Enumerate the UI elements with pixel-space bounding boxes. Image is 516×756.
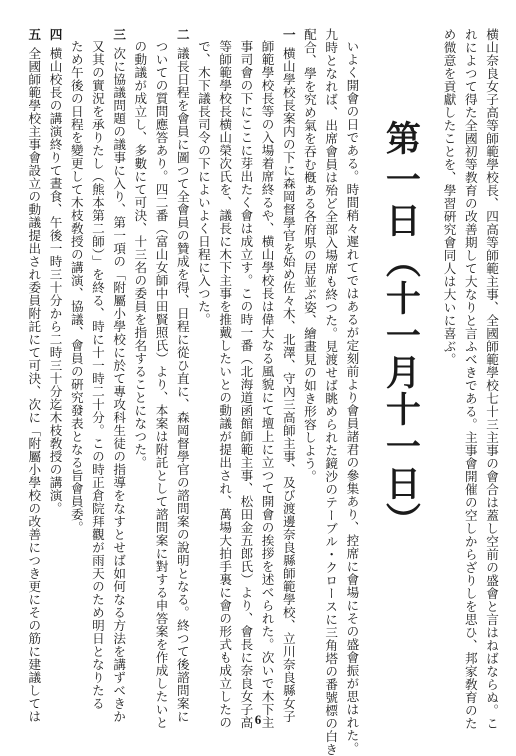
- item-number: 三: [111, 28, 127, 41]
- item-number: 一: [280, 28, 296, 41]
- item-text: 全國師範學校主事會設立の動議提出され委員附託にて可決、次に「附屬小學校の改善につき更にその筋に建議しては: [26, 47, 42, 723]
- item-line: [278, 28, 299, 723]
- day-heading: [372, 40, 428, 680]
- item-text: 議長日程を會員に圖つて全會員の贊成を得、日程に從ひ直に、森岡督學官の諮問案の說明となる。終つて後諮問案に: [174, 47, 190, 723]
- day-heading-date: （十一月十一日）: [380, 243, 422, 539]
- item-text: 横山學校長案内の下に森岡督學官を始め佐々木、北澤、守內三高師主事、及び渡邊奈良縣師範學校、立川奈良縣女子: [280, 47, 296, 723]
- item-line: [172, 28, 193, 723]
- item-number: 五: [26, 28, 42, 41]
- body-line: 等師範學校長横山榮次氏を、議長に木下主事を推戴したいとの動議が提出され、萬場大拍手裏に會の形式も成立したの: [217, 40, 233, 729]
- body-line: で、木下議長司令の下によいよく日程に入つた。: [195, 40, 211, 326]
- body-line: いよく開會の日である。時間稍々遲れてではあるが定刻前より會員諸君の參集あり、控席に會場にその盛會振が思はれた。: [344, 40, 360, 755]
- body-line: 師範學校長等の入場着席終るや、横山學校長は偉大なる風貌にて壇上に立つて開會の挨拶を述べられた。次いで木下主: [259, 40, 275, 729]
- body-line: ため午後の日程を變更して木枝敎授の講演、協議、會員の硏究發表となる旨會員委。: [68, 40, 84, 534]
- item-line: [23, 28, 44, 723]
- body-line: 九時となれば、出席會員は殆ど全部入場席も終つた。見渡せば眺められた鏡沙のテーブル・クロースに三角塔の番號標の白き: [323, 28, 339, 756]
- item-number: 四: [47, 28, 63, 41]
- intro-line-2: れによつて得た全國初等教育の改善期して大なりと言ふべきである。主事會開催の空しからざりしを思ひ、邦家敎育のた: [462, 28, 478, 730]
- vertical-text-block: [23, 28, 502, 756]
- item-number: 二: [174, 28, 190, 41]
- day-heading-title: 第一日: [380, 120, 422, 243]
- body-line: 事司會の下にここに芽出たく會は成立す。この時一番（北海道函館師範主事、松田金五郎氏）より、會長に奈良女子高: [238, 40, 254, 729]
- intro-line-1: 横山奈良女子高等師範學校長、四高等師範主事、全國師範學校七十三主事の會合は蓋し空前の盛會と言はねばならぬ。こ: [484, 28, 499, 730]
- body-line: 配合、學を究め氣を吞む槪ある各府県の居並ぶ姿、繪畫見の如き形容しよう。: [301, 28, 317, 483]
- item-text: 横山校長の講演終りて晝食、午後一時三十分から二時三十分迄木枝敎授の講演。: [47, 47, 63, 515]
- item-text: 次に協議問題の議事に入り、第一項の「附屬小學校に於て專攻科生徒の指導をなすとせば如何なる方法を講ずべきか: [111, 47, 127, 723]
- body-line: ついての質問應答あり。四二番（富山女師中田賢照氏）より、本案は附託として諮問案に對する申答案を作成したいと: [153, 40, 169, 729]
- body-line: の動議が成立し、多數にて可決、十三名の委員を指名することになつた。: [132, 40, 148, 469]
- intro-line-3: め微意を貢獻したことを、學習硏究會同人は大いに喜ぶ。: [441, 28, 457, 366]
- body-line: 又其の實況を承りたし（熊本第二師）」を終る、時に十一時二十分。この時正倉院拜觀が雨天のため明日となりたる: [89, 40, 105, 710]
- item-line: [108, 28, 129, 723]
- item-line: [44, 28, 65, 680]
- page-number: 6: [254, 712, 262, 727]
